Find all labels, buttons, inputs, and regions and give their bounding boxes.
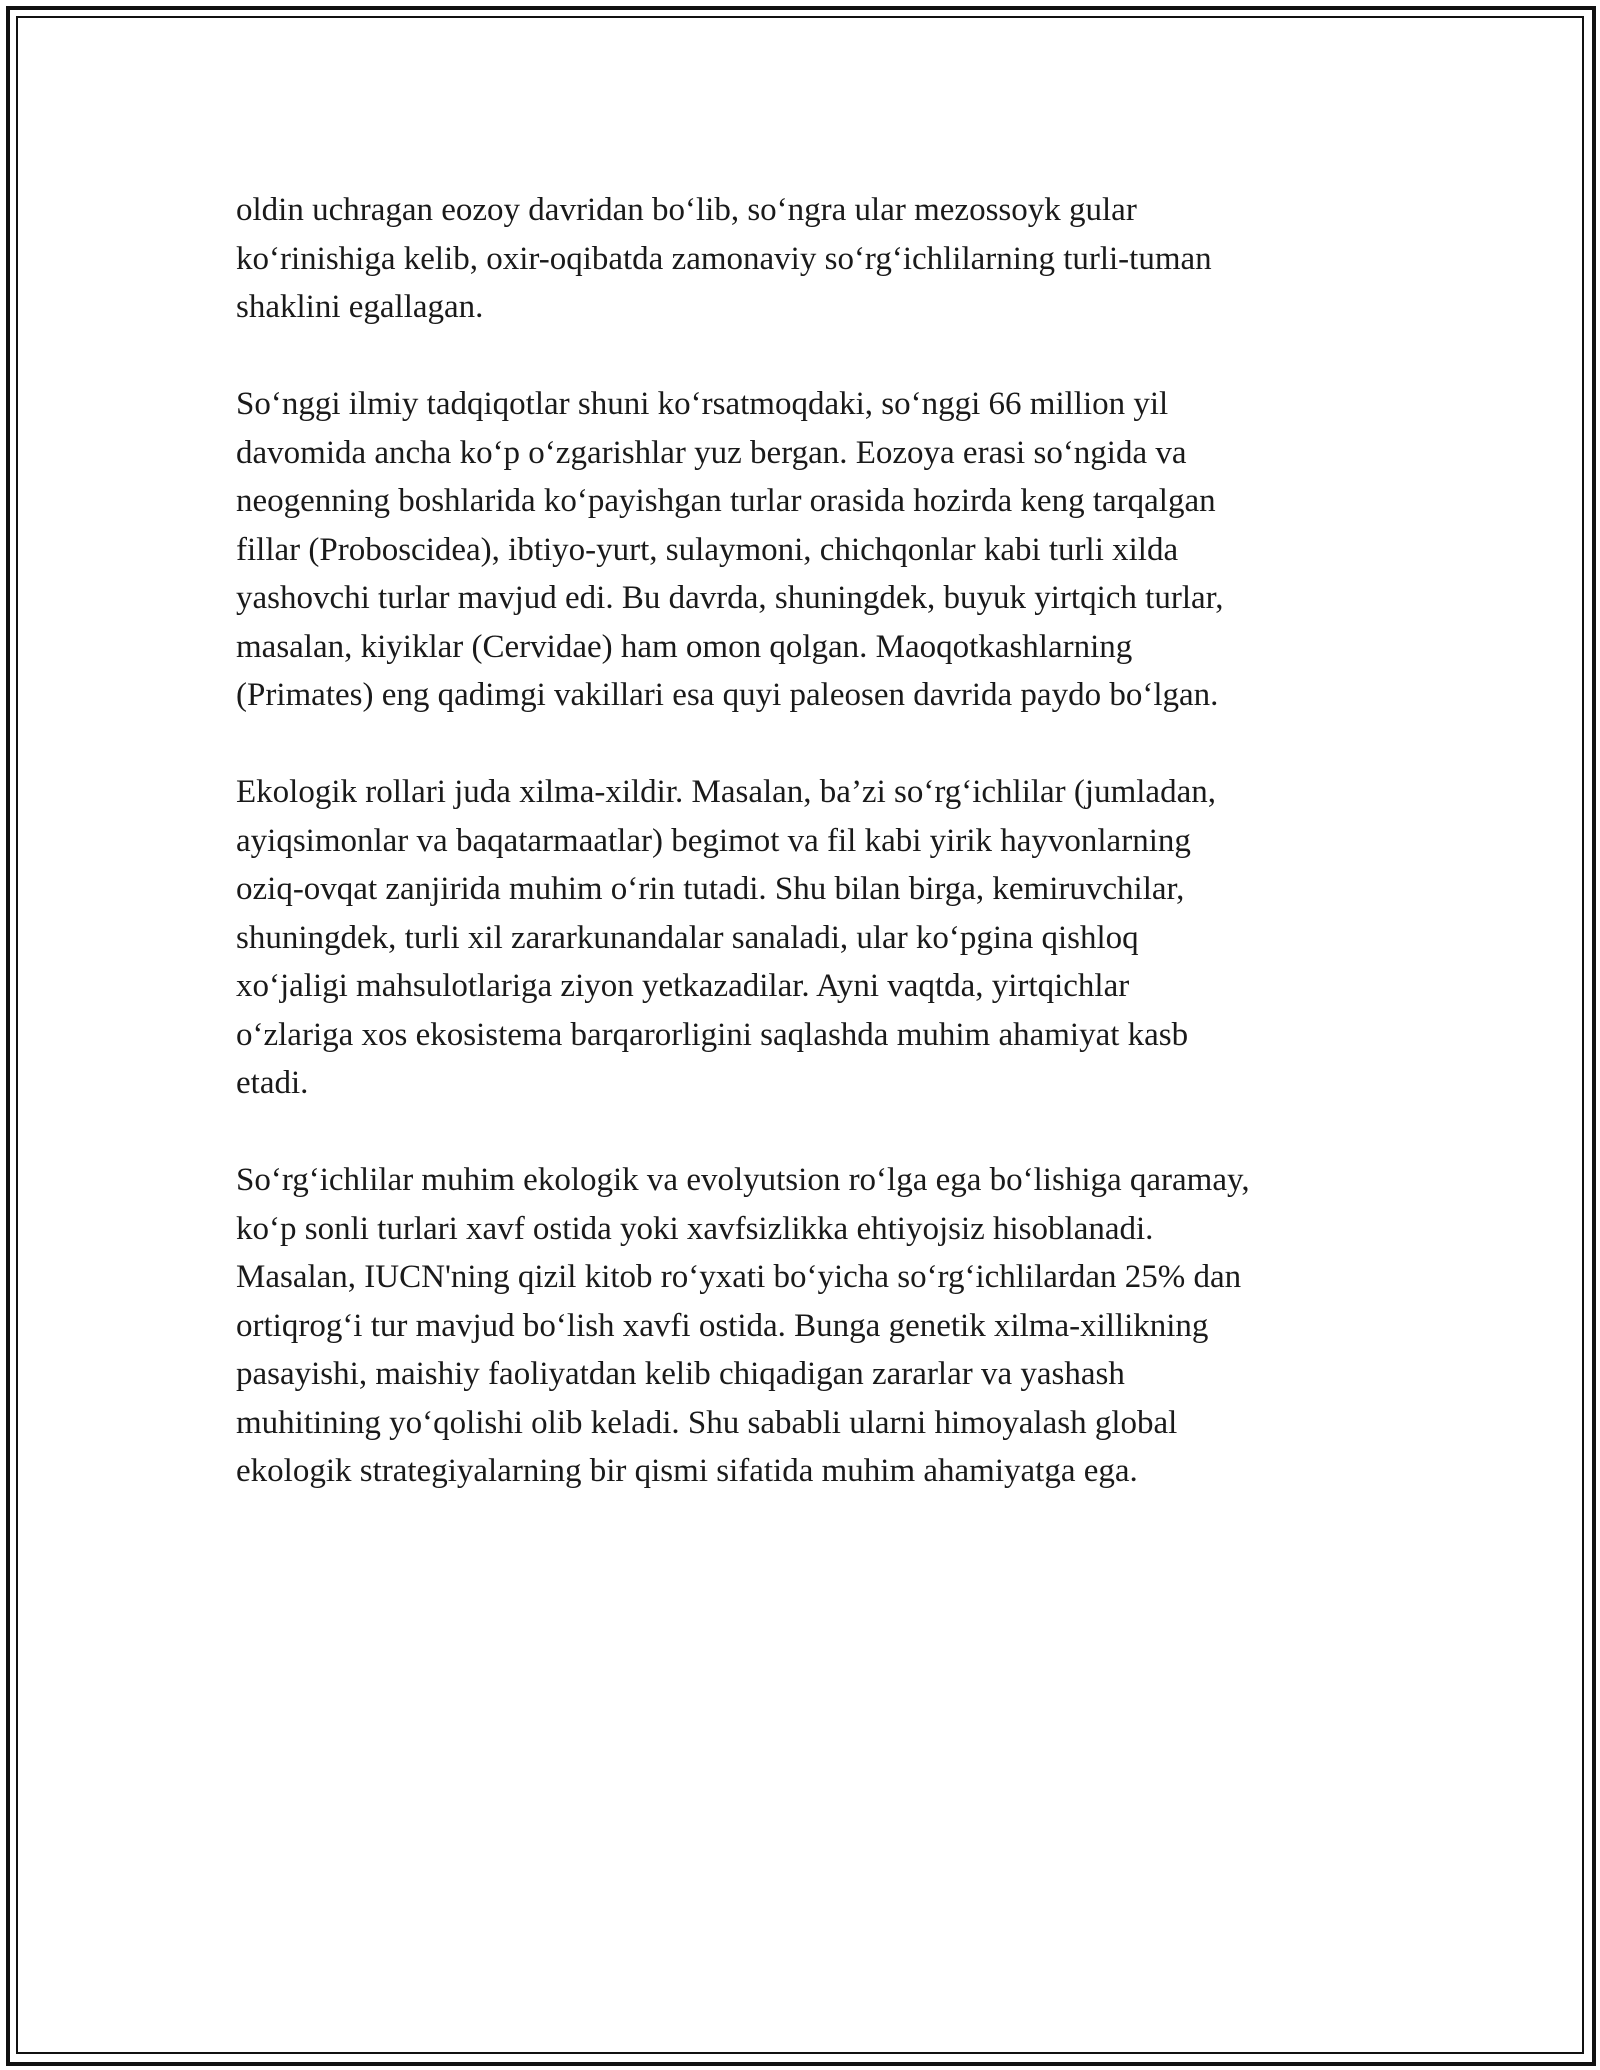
text-line: masalan, kiyiklar (Cervidae) ham omon qolgan. Maoqotkashlarning <box>236 628 1133 665</box>
text-line: xo‘jaligi mahsulotlariga ziyon yetkazadilar. Ayni vaqtda, yirtqichlar <box>236 968 1130 1004</box>
text-line: So‘rg‘ichlilar muhim ekologik va evolyutsion ro‘lga ega bo‘lishiga qaramay, <box>236 1162 1250 1198</box>
text-line: ko‘rinishiga kelib, oxir-oqibatda zamonaviy so‘rg‘ichlilarning turli-tuman <box>236 240 1212 277</box>
text-line: pasayishi, maishiy faoliyatdan kelib chiqadigan zararlar va yashash <box>236 1356 1125 1392</box>
text-line: shaklini egallagan. <box>236 289 484 325</box>
paragraph-2 <box>236 380 1376 720</box>
text-line: davomida ancha ko‘p o‘zgarishlar yuz bergan. Eozoya erasi so‘ngida va <box>236 434 1187 471</box>
text-line: etadi. <box>236 1065 309 1101</box>
paragraph-1 <box>236 186 1376 332</box>
document-body <box>236 186 1376 1544</box>
text-line: neogenning boshlarida ko‘payishgan turlar orasida hozirda keng tarqalgan <box>236 483 1216 519</box>
paragraph-3 <box>236 768 1376 1108</box>
text-line: Ekologik rollari juda xilma-xildir. Masalan, ba’zi so‘rg‘ichlilar (jumladan, <box>236 774 1216 810</box>
text-line: shuningdek, turli xil zararkunandalar sanaladi, ular ko‘pgina qishloq <box>236 919 1139 956</box>
text-line: So‘nggi ilmiy tadqiqotlar shuni ko‘rsatmoqdaki, so‘nggi 66 million yil <box>236 386 1169 422</box>
text-line: ko‘p sonli turlari xavf ostida yoki xavfsizlikka ehtiyojsiz hisoblanadi. <box>236 1210 1154 1247</box>
text-line: ekologik strategiyalarning bir qismi sifatida muhim ahamiyatga ega. <box>236 1453 1138 1489</box>
text-line: muhitining yo‘qolishi olib keladi. Shu sababli ularni himoyalash global <box>236 1404 1178 1441</box>
text-line: ortiqrog‘i tur mavjud bo‘lish xavfi ostida. Bunga genetik xilma-xillikning <box>236 1307 1209 1344</box>
text-line: Masalan, IUCN'ning qizil kitob ro‘yxati bo‘yicha so‘rg‘ichlilardan 25% dan <box>236 1259 1242 1295</box>
paragraph-4 <box>236 1156 1376 1496</box>
text-line: ayiqsimonlar va baqatarmaatlar) begimot va fil kabi yirik hayvonlarning <box>236 822 1191 859</box>
text-line: fillar (Proboscidea), ibtiyo-yurt, sulaymoni, chichqonlar kabi turli xilda <box>236 531 1179 568</box>
text-line: oldin uchragan eozoy davridan bo‘lib, so‘ngra ular mezossoyk gular <box>236 192 1137 228</box>
text-line: o‘zlariga xos ekosistema barqarorligini saqlashda muhim ahamiyat kasb <box>236 1016 1189 1053</box>
text-line: (Primates) eng qadimgi vakillari esa quyi paleosen davrida paydo bo‘lgan. <box>236 677 1219 713</box>
text-line: yashovchi turlar mavjud edi. Bu davrda, shuningdek, buyuk yirtqich turlar, <box>236 580 1224 616</box>
text-line: oziq-ovqat zanjirida muhim o‘rin tutadi. Shu bilan birga, kemiruvchilar, <box>236 871 1185 907</box>
